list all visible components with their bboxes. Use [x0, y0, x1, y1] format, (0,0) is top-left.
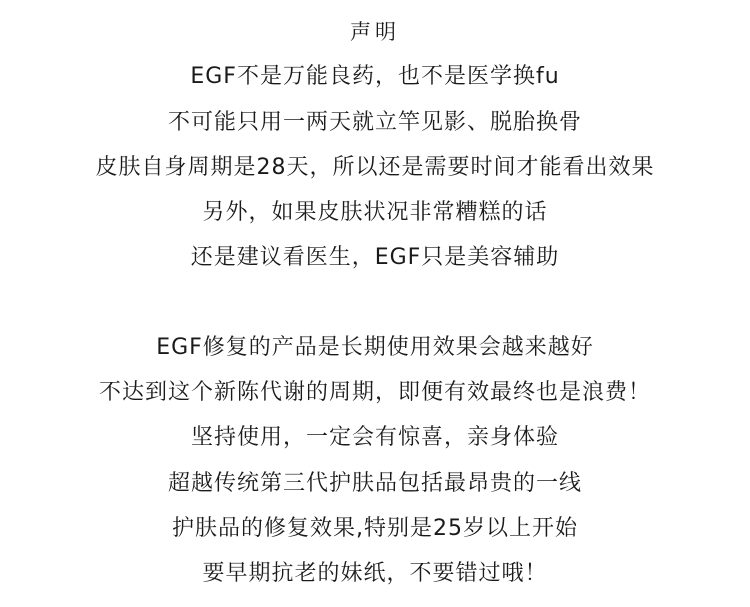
document-title: 声明: [350, 20, 400, 44]
statement-line: EGF修复的产品是长期使用效果会越来越好: [156, 335, 594, 360]
statement-line: 超越传统第三代护肤品包括最昂贵的一线: [167, 471, 582, 496]
statement-line: 另外，如果皮肤状况非常糟糕的话: [202, 200, 548, 225]
statement-line: 不达到这个新陈代谢的周期，即便有效最终也是浪费！: [98, 380, 651, 405]
statement-line: 要早期抗老的妹纸，不要错过哦！: [202, 561, 548, 586]
statement-line: EGF不是万能良药，也不是医学换fu: [190, 64, 560, 89]
statement-line: 护肤品的修复效果,特别是25岁以上开始: [172, 516, 578, 541]
statement-line: 坚持使用，一定会有惊喜，亲身体验: [190, 425, 559, 450]
statement-line: 不可能只用一两天就立竿见影、脱胎换骨: [167, 110, 582, 135]
statement-line: 还是建议看医生，EGF只是美容辅助: [190, 245, 560, 270]
statement-line: 皮肤自身周期是28天，所以还是需要时间才能看出效果: [95, 155, 655, 180]
